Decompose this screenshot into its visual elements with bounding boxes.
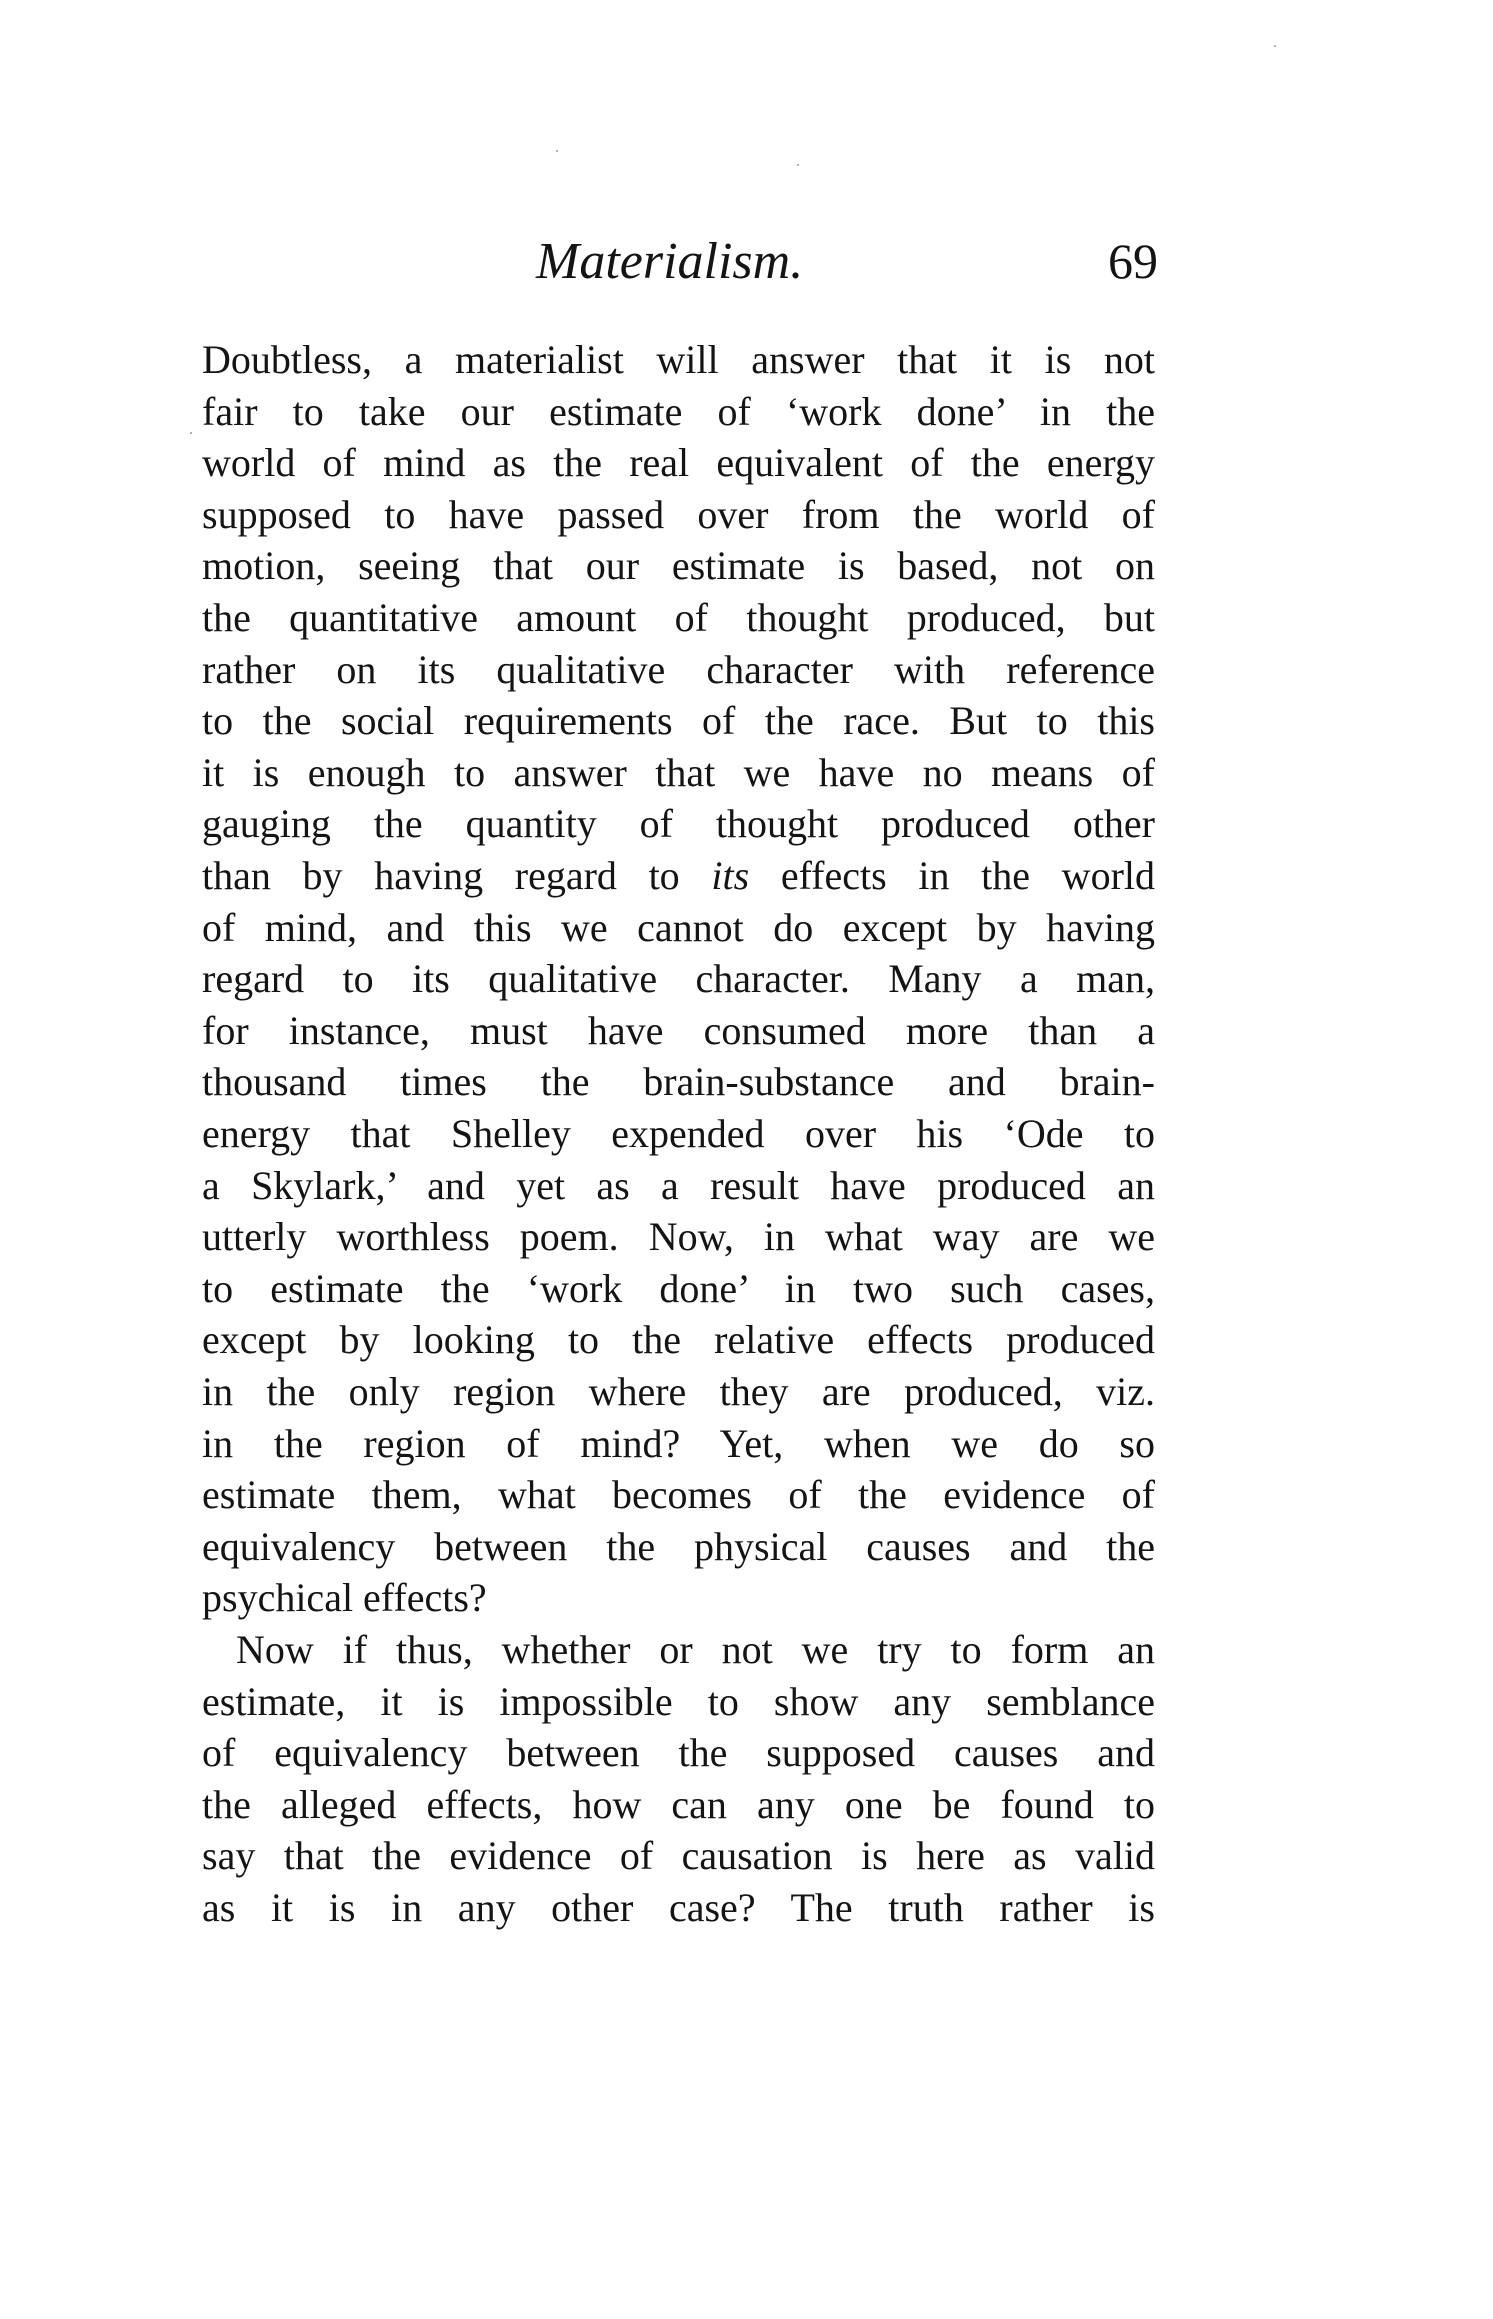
- text-line: Now if thus, whether or not we try to form an: [236, 1627, 1155, 1672]
- text-line: of mind, and this we cannot do except by having: [202, 904, 1155, 950]
- text-segment: than by having regard to: [202, 853, 712, 898]
- text-line: the quantitative amount of thought produced, but: [202, 595, 1155, 640]
- text-line: in the only region where they are produced, viz.: [202, 1369, 1155, 1414]
- scan-speck: [1274, 45, 1276, 47]
- text-line: as it is in any other case? The truth rather is: [202, 1885, 1155, 1930]
- running-header-title: Materialism.: [536, 233, 804, 290]
- text-line: except by looking to the relative effects produced: [202, 1317, 1155, 1363]
- text-line: psychical effects?: [202, 1575, 487, 1621]
- text-line: world of mind as the real equivalent of the energy: [202, 440, 1155, 486]
- text-line: gauging the quantity of thought produced other: [202, 801, 1155, 847]
- text-line: motion, seeing that our estimate is based, not on: [202, 543, 1155, 589]
- text-line: in the region of mind? Yet, when we do so: [202, 1420, 1155, 1466]
- text-line: to the social requirements of the race. But to this: [202, 698, 1155, 744]
- scan-speck: [797, 164, 799, 166]
- text-line: fair to take our estimate of ‘work done’ in the: [202, 388, 1155, 434]
- text-line: the alleged effects, how can any one be found to: [202, 1781, 1155, 1827]
- text-line: rather on its qualitative character with reference: [202, 646, 1155, 692]
- text-line: utterly worthless poem. Now, in what way are we: [202, 1214, 1155, 1260]
- page-number: 69: [1108, 233, 1158, 289]
- text-line: to estimate the ‘work done’ in two such cases,: [202, 1265, 1155, 1311]
- text-line: of equivalency between the supposed causes and: [202, 1730, 1155, 1776]
- text-line: thousand times the brain-substance and brain-: [202, 1059, 1155, 1105]
- text-segment: effects in the world: [749, 853, 1155, 898]
- text-line: [202, 850, 1155, 902]
- text-line: supposed to have passed over from the world of: [202, 491, 1155, 537]
- text-line: energy that Shelley expended over his ‘Ode to: [202, 1111, 1155, 1156]
- text-line: equivalency between the physical causes and the: [202, 1523, 1155, 1569]
- text-line: estimate them, what becomes of the evidence of: [202, 1472, 1155, 1518]
- text-line: Doubtless, a materialist will answer that it is not: [202, 337, 1155, 382]
- text-line: for instance, must have consumed more than a: [202, 1007, 1155, 1053]
- text-line: say that the evidence of causation is here as valid: [202, 1833, 1155, 1879]
- text-line: a Skylark,’ and yet as a result have produced an: [202, 1162, 1155, 1208]
- italic-text: its: [711, 853, 750, 898]
- scan-speck: [556, 150, 558, 152]
- text-line: regard to its qualitative character. Many a man,: [202, 956, 1155, 1002]
- text-line: it is enough to answer that we have no means of: [202, 749, 1155, 795]
- text-line: estimate, it is impossible to show any semblance: [202, 1678, 1155, 1724]
- scan-speck: [190, 432, 192, 434]
